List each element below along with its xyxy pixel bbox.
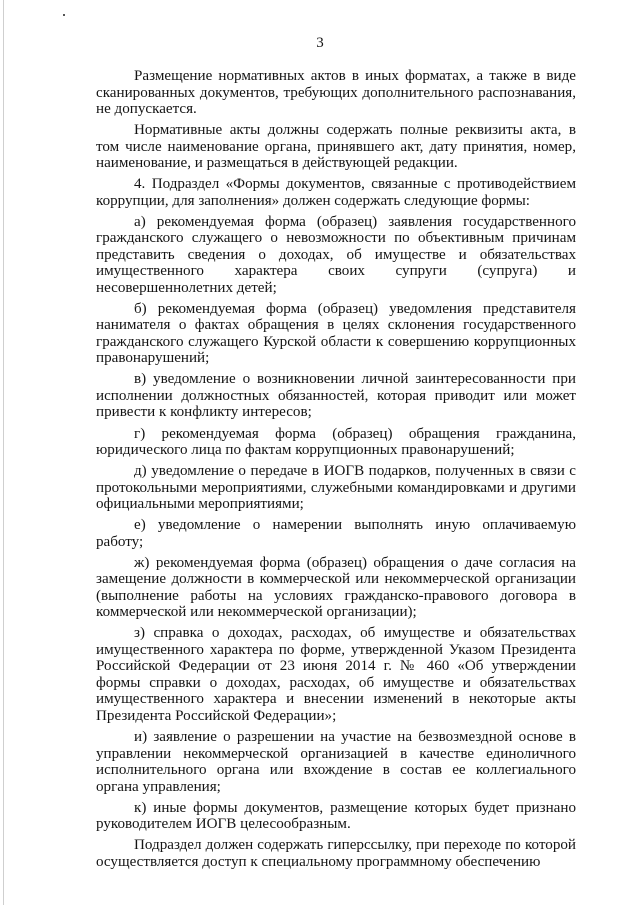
paragraph: 4. Подраздел «Формы документов, связанные с противодействием коррупции, для заполнения» должен содержать следующие формы: xyxy=(96,176,576,209)
list-item-b: б) рекомендуемая форма (образец) уведомления представителя нанимателя о фактах обращения в целях склонения государственного гражданского служащего Курской области к совершению коррупционных правонарушений; xyxy=(96,300,576,367)
page-edge xyxy=(3,0,4,905)
list-item-i: и) заявление о разрешении на участие на безвозмездной основе в управлении некоммерческой организацией в качестве единоличного исполнительного органа или вхождение в состав ее коллегиального органа управления; xyxy=(96,729,576,795)
page-number: 3 xyxy=(316,35,324,51)
paragraph: Размещение нормативных актов в иных форматах, а также в виде сканированных документов, требующих дополнительного распознавания, не допускается. xyxy=(96,68,576,117)
paragraph: Подраздел должен содержать гиперссылку, при переходе по которой осуществляется доступ к специальному программному обеспечению xyxy=(96,837,576,870)
scan-speck xyxy=(63,14,65,16)
list-item-k: к) иные формы документов, размещение которых будет признано руководителем ИОГВ целесообразным. xyxy=(96,799,576,833)
list-item-g: г) рекомендуемая форма (образец) обращения гражданина, юридического лица по фактам коррупционных правонарушений; xyxy=(96,425,576,459)
list-item-e: е) уведомление о намерении выполнять иную оплачиваемую работу; xyxy=(96,517,576,550)
list-item-zh: ж) рекомендуемая форма (образец) обращения о даче согласия на замещение должности в коммерческой или некоммерческой организации (выполнение работы на условиях гражданско-правового договора в коммерческой или некоммерческой организации); xyxy=(96,554,576,621)
list-item-v: в) уведомление о возникновении личной заинтересованности при исполнении должностных обязанностей, которая приводит или может привести к конфликту интересов; xyxy=(96,371,576,421)
list-item-a: а) рекомендуемая форма (образец) заявления государственного гражданского служащего о невозможности по объективным причинам представить сведения о доходах, об имуществе и обязательствах имущественного характера своих супруги (супруга) и несовершеннолетних детей; xyxy=(96,213,576,296)
list-item-z: з) справка о доходах, расходах, об имуществе и обязательствах имущественного характера по форме, утвержденной Указом Президента Российской Федерации от 23 июня 2014 г. № 460 «Об утверждении формы справки о доходах, расходах, об имуществе и обязательствах имущественного характера и внесении изменений в некоторые акты Президента Российской Федерации»; xyxy=(96,625,576,724)
document-body xyxy=(96,68,576,870)
list-item-d: д) уведомление о передаче в ИОГВ подарков, полученных в связи с протокольными мероприятиями, служебными командировками и другими официальными мероприятиями; xyxy=(96,463,576,513)
paragraph: Нормативные акты должны содержать полные реквизиты акта, в том числе наименование органа, принявшего акт, дату принятия, номер, наименование, и размещаться в действующей редакции. xyxy=(96,122,576,172)
